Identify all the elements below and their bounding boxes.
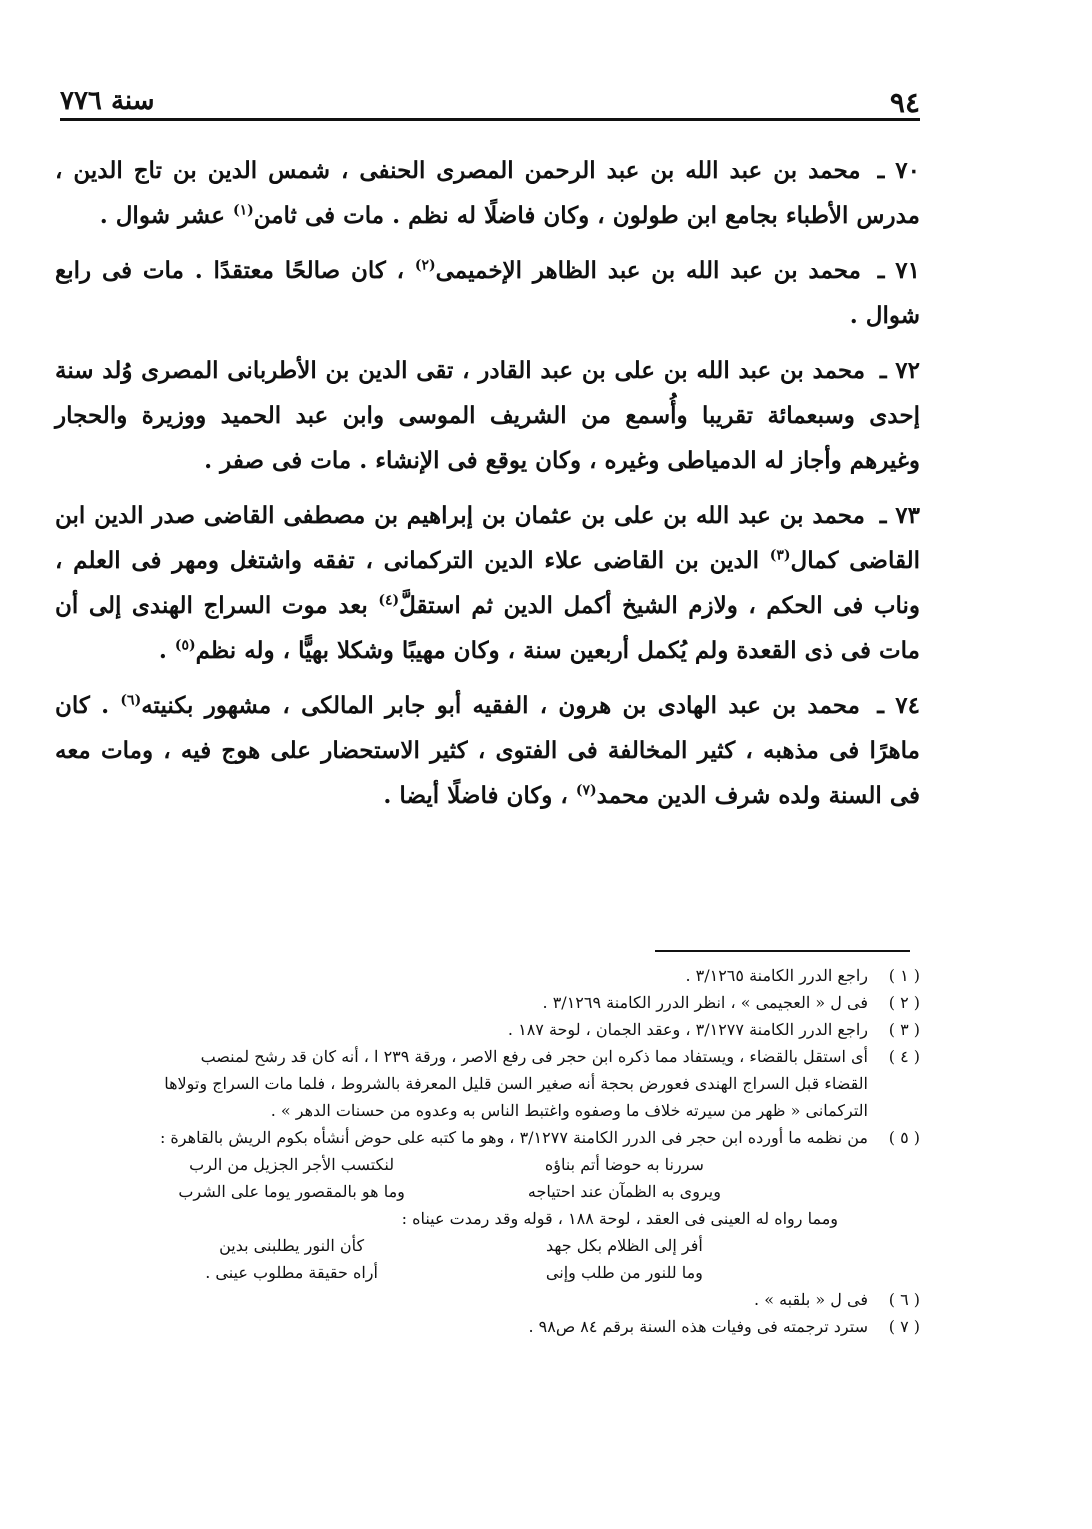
entry-text: . — [158, 637, 167, 664]
footnote-marker: ( ٧ ) — [888, 1317, 920, 1336]
footnote-rule — [655, 950, 910, 952]
footnote-1 — [60, 962, 920, 989]
verse-block — [138, 1151, 778, 1205]
entry-text: . كان ماهرًا فى مذهبه ، كثير المخالفة فى الفتوى ، كثير الاستحضار على هوج فيه ، ومات معه فى السنة ولده شرف الدين محمد — [55, 692, 920, 809]
footnote-text — [60, 1043, 868, 1124]
footnote-ref: (٧) — [575, 782, 597, 799]
footnote-3 — [60, 1016, 920, 1043]
footnote-marker: ( ٦ ) — [888, 1290, 920, 1309]
footnote-marker: ( ٤ ) — [888, 1047, 920, 1066]
footnotes — [60, 962, 920, 1340]
verse-row — [138, 1151, 778, 1178]
entry-text: بعد موت السراج الهندى إلى أن مات فى ذى القعدة ولم يُكمل أربعين سنة ، وكان مهيبًا وشكلا بهيًّا ، وله نظم — [55, 592, 920, 664]
footnote-ref: (١) — [232, 202, 254, 219]
footnote-text: راجع الدرر الكامنة ٣/١٢٦٥ . — [685, 966, 868, 985]
footnote-line: من نظمه ما أورده ابن حجر فى الدرر الكامنة ٣/١٢٧٧ ، وهو ما كتبه على حوض أنشأه بكوم الريش بالقاهرة : — [159, 1128, 868, 1147]
footnote-ref: (٥) — [174, 637, 196, 654]
footnote-ref: (٢) — [414, 257, 436, 274]
footnote-marker: ( ٥ ) — [888, 1128, 920, 1147]
verse-hemistich: سررنا به حوضا أتم بناؤه — [544, 1155, 704, 1174]
entry-text: محمد بن عبد الهادى بن هرون ، الفقيه أبو جابر المالكى ، مشهور بكنيته — [141, 692, 860, 719]
footnote-text: سترد ترجمته فى وفيات هذه السنة برقم ٨٤ ص٩٨ . — [528, 1317, 868, 1336]
verse-hemistich: وما للنور من طلب وإنى — [545, 1263, 703, 1282]
entry-text: محمد بن عبد الله بن على بن عثمان بن إبراهيم بن مصطفى القاضى صدر الدين ابن القاضى كمال — [55, 502, 920, 574]
footnote-line: القضاء قبل السراج الهندى فعورض بحجة أنه صغير السن قليل المعرفة بالشروط ، فلما مات السراج وتولاها — [164, 1074, 868, 1093]
footnote-marker: ( ٣ ) — [888, 1020, 920, 1039]
footnote-line: التركمانى « ظهر من سيرته خلاف ما وصفوه واغتبط الناس به وعدوه من حسنات الدهر » . — [270, 1101, 868, 1120]
footnote-ref: (٦) — [120, 692, 142, 709]
verse-hemistich: أراه حقيقة مطلوب عينى . — [205, 1263, 378, 1282]
header-rule — [60, 118, 920, 121]
verse-row — [138, 1259, 778, 1286]
verse-hemistich: كأن النور يطلبنى بدين — [219, 1236, 365, 1255]
footnote-2 — [60, 989, 920, 1016]
footnote-line: ومما رواه له العينى فى العقد ، لوحة ١٨٨ ، قوله وقد رمدت عيناه : — [401, 1209, 838, 1228]
footnote-4 — [60, 1043, 920, 1124]
footnote-6 — [60, 1286, 920, 1313]
verse-hemistich: ويروى به الظمآن عند احتياجه — [527, 1182, 721, 1201]
page-header — [60, 80, 920, 120]
footnote-ref: (٤) — [378, 592, 400, 609]
footnote-line: أى استقل بالقضاء ، ويستفاد مما ذكره ابن حجر فى رفع الاصر ، ورقة ٢٣٩ ا ، أنه كان قد رشح لمنصب — [200, 1047, 868, 1066]
footnote-marker: ( ٢ ) — [888, 993, 920, 1012]
footnote-marker: ( ١ ) — [888, 966, 920, 985]
footnote-7 — [60, 1313, 920, 1340]
verse-hemistich: لنكتسب الأجر الجزيل من الرب — [189, 1155, 395, 1174]
footnote-5 — [60, 1124, 920, 1286]
page-number: ٩٤ — [889, 86, 920, 119]
entry-number: ٧١ ـ — [877, 257, 921, 284]
entry-text: محمد بن عبد الله بن على بن عبد القادر ، تقى الدين بن الأطربانى المصرى وُلد سنة إحدى وسبعمائة تقريبا وأُسمع من الشريف الموسى وابن عبد الحميد ووزيرة والحجار وغيرهم وأجاز له الدمياطى وغيره ، وكان يوقع فى الإنشاء . مات فى صفر . — [55, 357, 920, 474]
entry-number: ٧٠ ـ — [877, 157, 920, 184]
verse-hemistich: أفر إلى الظلام بكل جهد — [545, 1236, 703, 1255]
entry-number: ٧٢ ـ — [879, 357, 920, 384]
entry-text: محمد بن عبد الله بن عبد الرحمن المصرى الحنفى ، شمس الدين بن تاج الدين ، مدرس الأطباء بجامع ابن طولون ، وكان فاضلًا له نظم . مات فى ثامن — [55, 157, 920, 229]
verse-hemistich: وما هو بالمقصور يوما على الشرب — [178, 1182, 405, 1201]
footnote-text: راجع الدرر الكامنة ٣/١٢٧٧ ، وعقد الجمان ، لوحة ١٨٧ . — [507, 1020, 868, 1039]
entry-text: عشر شوال . — [99, 202, 225, 229]
entry-text: الدين بن القاضى علاء الدين التركمانى ، تفقه واشتغل ومهر فى العلم ، وناب فى الحكم ، ولازم الشيخ أكمل الدين ثم استقلَّ — [55, 547, 920, 619]
entry-text: ، كان صالحًا معتقدًا . مات فى رابع شوال . — [55, 257, 920, 329]
entry-71 — [55, 248, 920, 338]
main-text — [55, 148, 920, 828]
verse-row — [138, 1232, 778, 1259]
footnote-ref: (٣) — [769, 547, 791, 564]
footnote-text — [60, 1124, 868, 1286]
footnote-text: فى ل « بلقبه » . — [754, 1290, 868, 1309]
verse-row — [138, 1178, 778, 1205]
entry-70 — [55, 148, 920, 238]
entry-text: ، وكان فاضلًا أيضا . — [383, 782, 568, 809]
entry-72 — [55, 348, 920, 483]
entry-number: ٧٤ ـ — [877, 692, 920, 719]
entry-73 — [55, 493, 920, 673]
verse-block — [138, 1232, 778, 1286]
entry-74 — [55, 683, 920, 818]
running-head: سنة ٧٧٦ — [60, 86, 155, 116]
entry-text: محمد بن عبد الله بن عبد الظاهر الإخميمى — [435, 257, 861, 284]
footnote-text: فى ل « العجيمى » ، انظر الدرر الكامنة ٣/١٢٦٩ . — [542, 993, 868, 1012]
entry-number: ٧٣ ـ — [879, 502, 920, 529]
